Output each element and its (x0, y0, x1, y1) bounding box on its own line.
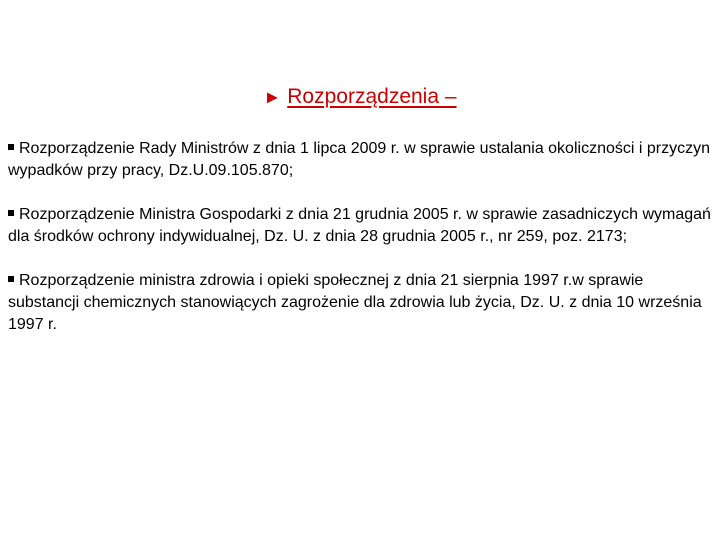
square-bullet-icon (8, 144, 14, 150)
slide-title (0, 84, 720, 110)
regulation-list (8, 138, 714, 358)
slide-title-text: Rozporządzenia – (287, 85, 457, 108)
square-bullet-icon (8, 276, 14, 282)
list-item-text: Rozporządzenie ministra zdrowia i opieki społecznej z dnia 21 sierpnia 1997 r.w sprawie substancji chemicznych stanowiących zagrożenie dla zdrowia lub życia, Dz. U. z dnia 10 września 1997 r. (8, 272, 702, 333)
arrow-marker-icon: ► (263, 87, 282, 107)
list-item-text: Rozporządzenie Ministra Gospodarki z dnia 21 grudnia 2005 r. w sprawie zasadniczych wymagań dla środków ochrony indywidualnej, Dz. U. z dnia 28 grudnia 2005 r., nr 259, poz. 2173; (8, 206, 711, 245)
list-item (8, 204, 714, 248)
list-item (8, 138, 714, 182)
square-bullet-icon (8, 210, 14, 216)
list-item-text: Rozporządzenie Rady Ministrów z dnia 1 lipca 2009 r. w sprawie ustalania okoliczności i przyczyn wypadków przy pracy, Dz.U.09.105.870; (8, 140, 710, 179)
list-item (8, 270, 714, 336)
